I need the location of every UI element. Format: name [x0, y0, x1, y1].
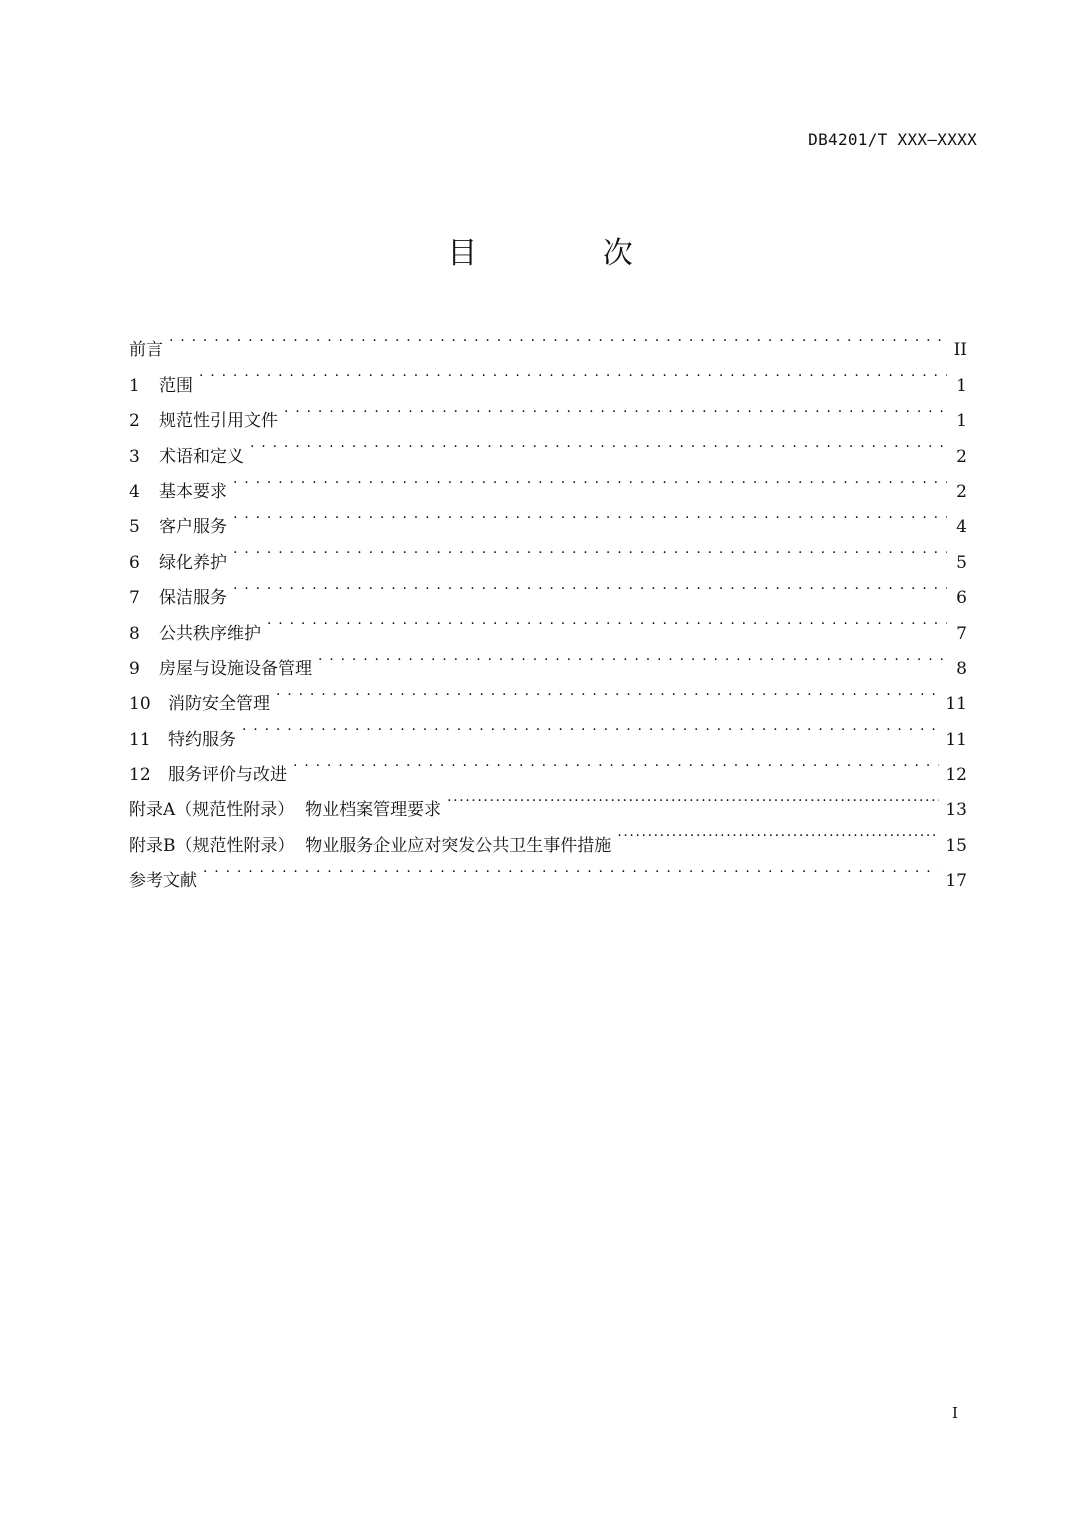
toc-entry-page: 13: [945, 800, 967, 821]
toc-entry-number: 2: [129, 411, 140, 432]
dot-leader: [203, 851, 939, 886]
toc-entry-special-services[interactable]: [129, 709, 967, 750]
toc-entry-text: 房屋与设施设备管理: [159, 658, 312, 679]
dot-leader: [447, 780, 939, 815]
toc-entry-number: 6: [129, 552, 140, 573]
toc-list: [129, 320, 967, 892]
dot-leader: [199, 355, 947, 390]
toc-entry-cleaning[interactable]: [129, 568, 967, 609]
toc-entry-number: 5: [129, 517, 140, 538]
toc-entry-scope[interactable]: [129, 355, 967, 396]
toc-entry-public-order[interactable]: [129, 603, 967, 644]
document-code: DB4201/T XXX—XXXX: [808, 130, 977, 149]
dot-leader: [267, 603, 947, 638]
toc-entry-number: 9: [129, 658, 140, 679]
toc-entry-evaluation-improvement[interactable]: [129, 745, 967, 786]
dot-leader: [617, 815, 939, 850]
toc-entry-terms-definitions[interactable]: [129, 426, 967, 467]
toc-entry-text: 基本要求: [159, 481, 227, 502]
toc-entry-page: 1: [956, 375, 967, 396]
toc-entry-text: 术语和定义: [159, 446, 244, 467]
toc-entry-page: 11: [945, 729, 967, 750]
toc-entry-references[interactable]: [129, 851, 967, 892]
toc-entry-page: 11: [945, 694, 967, 715]
toc-entry-text: 范围: [159, 375, 193, 396]
toc-entry-text: 前言: [129, 340, 163, 361]
toc-entry-number: 1: [129, 375, 140, 396]
dot-leader: [233, 462, 947, 497]
dot-leader: [318, 639, 947, 674]
toc-entry-page: 17: [945, 871, 967, 892]
toc-entry-number: 4: [129, 481, 140, 502]
dot-leader: [233, 568, 947, 603]
toc-entry-page: 12: [945, 765, 967, 786]
toc-entry-page: 2: [956, 446, 967, 467]
toc-entry-text: 服务评价与改进: [168, 765, 287, 786]
toc-entry-text: 附录B（规范性附录） 物业服务企业应对突发公共卫生事件措施: [129, 835, 612, 856]
toc-entry-number: 11: [129, 729, 151, 750]
dot-leader: [242, 709, 939, 744]
toc-entry-page: 6: [956, 588, 967, 609]
toc-entry-text: 参考文献: [129, 871, 197, 892]
toc-entry-number: 12: [129, 765, 151, 786]
toc-entry-page: 2: [956, 481, 967, 502]
toc-entry-number: 3: [129, 446, 140, 467]
toc-entry-text: 保洁服务: [159, 588, 227, 609]
dot-leader: [284, 391, 947, 426]
dot-leader: [169, 320, 947, 355]
dot-leader: [276, 674, 939, 709]
toc-entry-page: 15: [945, 835, 967, 856]
toc-entry-page: 1: [956, 411, 967, 432]
toc-entry-text: 消防安全管理: [168, 694, 270, 715]
dot-leader: [233, 532, 947, 567]
toc-entry-text: 规范性引用文件: [159, 411, 278, 432]
toc-entry-customer-service[interactable]: [129, 497, 967, 538]
toc-entry-number: 10: [129, 694, 151, 715]
toc-entry-page: 4: [956, 517, 967, 538]
toc-entry-page: 7: [956, 623, 967, 644]
toc-entry-page: 8: [956, 658, 967, 679]
toc-entry-text: 特约服务: [168, 729, 236, 750]
toc-entry-text: 公共秩序维护: [159, 623, 261, 644]
toc-entry-page: 5: [956, 552, 967, 573]
toc-entry-normative-references[interactable]: [129, 391, 967, 432]
toc-entry-text: 附录A（规范性附录） 物业档案管理要求: [129, 800, 442, 821]
dot-leader: [233, 497, 947, 532]
toc-entry-text: 绿化养护: [159, 552, 227, 573]
toc-entry-page: II: [953, 340, 967, 361]
toc-entry-foreword[interactable]: [129, 320, 967, 361]
dot-leader: [250, 426, 947, 461]
page-number: I: [952, 1404, 958, 1422]
toc-title: 目 次: [447, 236, 691, 271]
toc-entry-text: 客户服务: [159, 517, 227, 538]
toc-entry-number: 7: [129, 588, 140, 609]
dot-leader: [293, 745, 939, 780]
toc-entry-basic-requirements[interactable]: [129, 462, 967, 502]
toc-entry-number: 8: [129, 623, 140, 644]
toc-entry-greening[interactable]: [129, 532, 967, 573]
